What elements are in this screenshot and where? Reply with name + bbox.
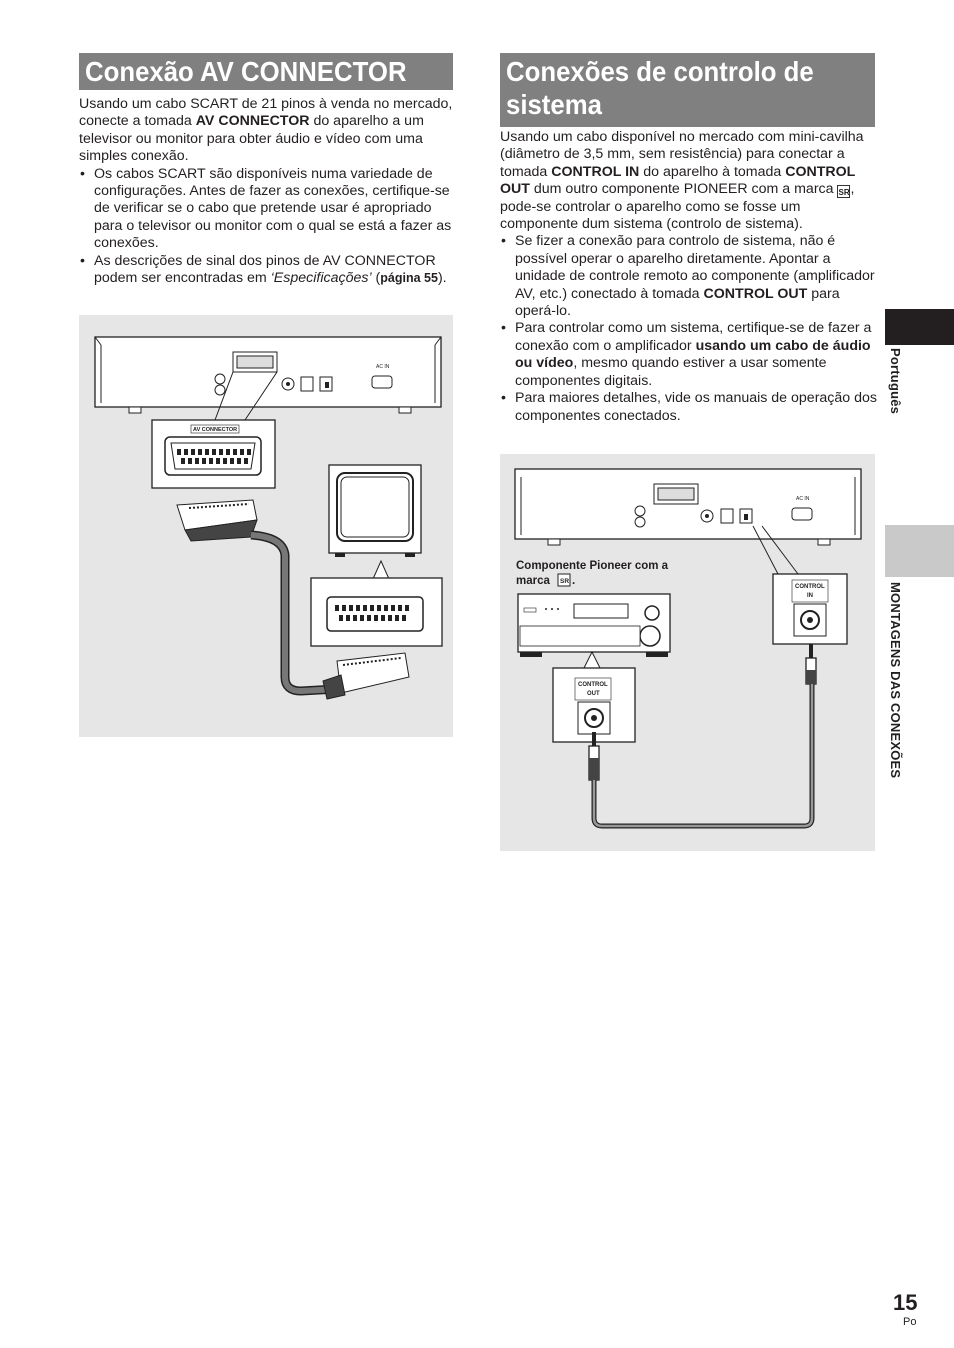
bullet-list <box>79 166 455 288</box>
pioneer-caption-line-2 <box>516 575 550 587</box>
bullet-text: , mesmo quando estiver a usar somente componentes digitais. <box>515 355 827 389</box>
language-label: Português <box>888 348 903 415</box>
section-title-av-connector <box>79 53 453 90</box>
bullet-text: ). <box>437 270 447 287</box>
system-control-text <box>500 129 877 425</box>
bullet-text: As descrições de sinal dos pinos de AV CONNECTOR podem ser encontradas em <box>94 252 436 287</box>
bullet-text: Se fizer a conexão para controlo de sistema, não é possível operar o aparelho diretamente. Apontar a unidade de controle remoto ao componente (amplificador AV, etc.) conectado à tomada <box>515 233 875 302</box>
intro-paragraph <box>500 129 877 233</box>
intro-text: dum outro componente PIONEER com a marca <box>529 181 838 198</box>
bullet-text: ( <box>371 270 381 287</box>
control-in-bold: CONTROL IN <box>551 163 640 180</box>
bullet-text: para operá-lo. <box>515 285 840 320</box>
list-item: • Para maiores detalhes, vide os manuais de operação dos componentes conectados. <box>500 390 877 425</box>
av-connector-text <box>79 96 455 287</box>
intro-text-end: , pode-se controlar o aparelho como se fosse um componente dum sistema (controlo de sistema). <box>500 181 855 233</box>
sr-mark-icon: SR <box>837 185 850 198</box>
ac-in-label: AC IN <box>796 496 810 502</box>
page-number: 15 <box>893 1290 918 1315</box>
caption-text: marca <box>516 575 550 587</box>
list-item <box>79 253 455 288</box>
intro-text: Usando um cabo disponível no mercado com mini-cavilha (diâmetro de 3,5 mm, sem resistência) para conectar a tomada <box>500 129 864 180</box>
language-tab <box>885 309 954 345</box>
specs-reference: ‘Especificações’ <box>270 270 372 287</box>
section-title-system-control <box>500 53 875 127</box>
control-out-bold: CONTROL OUT <box>500 163 856 198</box>
intro-text: do aparelho à tomada <box>639 163 786 180</box>
control-in-label-2: IN <box>807 593 813 599</box>
caption-period: . <box>572 575 576 587</box>
system-control-figure <box>500 454 875 851</box>
sr-mark-icon: SR <box>560 578 570 585</box>
av-connector-figure <box>79 315 453 737</box>
section-label: MONTAGENS DAS CONEXÕES <box>888 582 903 779</box>
intro-text: Usando um cabo SCART de 21 pinos à venda no mercado, conecte a tomada <box>79 96 453 130</box>
list-item: • Os cabos SCART são disponíveis numa variedade de configurações. Antes de fazer as conexões, certifique-se de verificar se o cabo que pretende usar é apropriado para o televisor ou monitor com o qual se está a fazer as conexões. <box>79 166 455 253</box>
pioneer-caption-line-1: Componente Pioneer com a <box>516 560 669 572</box>
control-in-label-1: CONTROL <box>795 584 825 590</box>
intro-paragraph <box>79 96 455 166</box>
list-item <box>500 320 877 390</box>
system-control-diagram <box>500 454 875 851</box>
control-out-label-1: CONTROL <box>578 682 608 688</box>
title-text: Conexão AV CONNECTOR <box>85 56 407 87</box>
title-line-1: Conexões de controlo de <box>506 56 814 87</box>
bullet-bold: CONTROL OUT <box>703 285 808 302</box>
page-language-code: Po <box>903 1316 917 1328</box>
bullet-bold: usando um cabo de áudio ou vídeo <box>515 337 871 372</box>
control-out-label-2: OUT <box>587 691 600 697</box>
ac-in-label: AC IN <box>376 364 390 370</box>
bullet-text: Para controlar como um sistema, certifique-se de fazer a conexão com o amplificador <box>515 320 872 354</box>
intro-bold: AV CONNECTOR <box>195 113 310 130</box>
av-connector-label: AV CONNECTOR <box>193 427 238 433</box>
intro-text-end: do aparelho a um televisor ou monitor para obter áudio e vídeo com uma simples conexão. <box>79 113 424 165</box>
list-item <box>500 233 877 320</box>
av-connection-diagram <box>79 315 453 737</box>
section-tab <box>885 525 954 577</box>
bullet-list <box>500 233 877 424</box>
page-reference: página 55 <box>380 271 438 286</box>
title-line-2: sistema <box>506 89 602 120</box>
